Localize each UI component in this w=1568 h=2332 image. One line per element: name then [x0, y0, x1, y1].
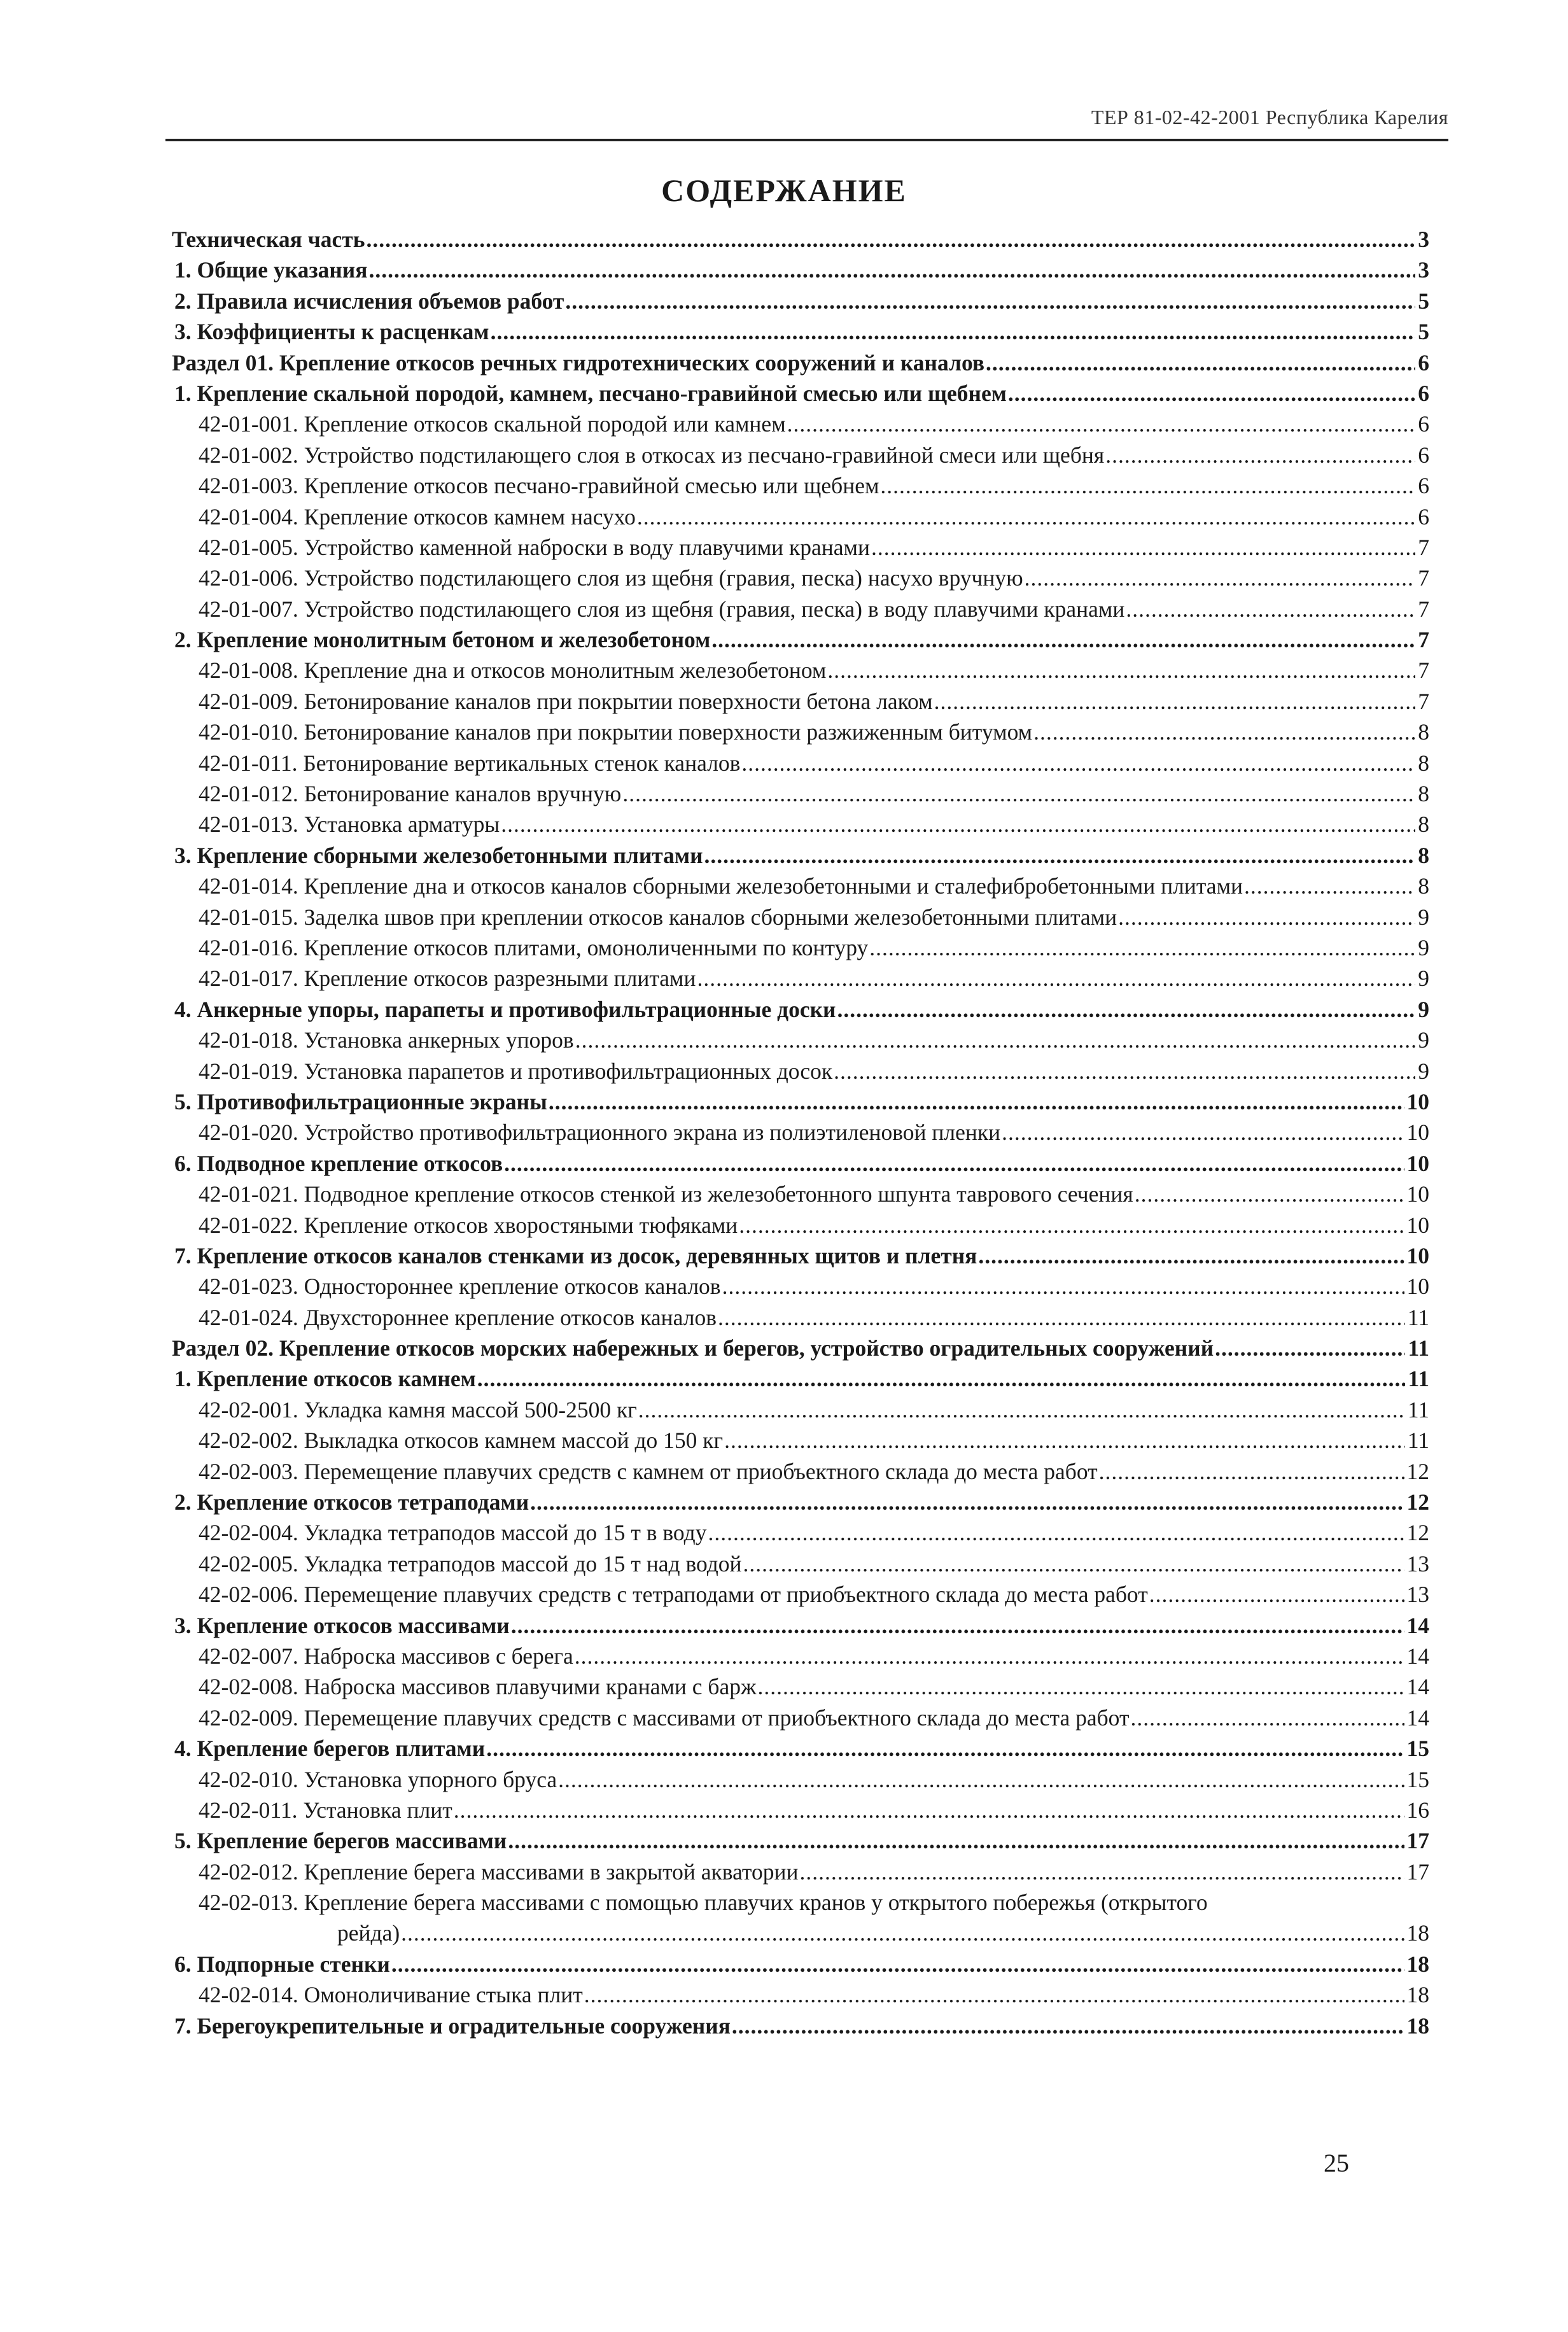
toc-heading — [172, 1733, 1429, 1764]
toc-dot-leader — [1099, 1456, 1404, 1487]
toc-entry-title: 4. Анкерные упоры, парапеты и противофильтрационные доски — [174, 996, 836, 1022]
toc-entry-title: 42-01-017. Крепление откосов разрезными плитами — [199, 966, 696, 992]
toc-entry-title: Техническая часть — [172, 227, 365, 252]
toc-page-number: 7 — [1418, 596, 1429, 622]
toc-heading — [172, 224, 1429, 255]
toc-dot-leader — [934, 686, 1416, 717]
toc-entry-title: Раздел 01. Крепление откосов речных гидротехнических сооружений и каналов — [172, 349, 985, 376]
toc-dot-leader — [508, 1825, 1404, 1856]
toc-dot-leader — [558, 1764, 1404, 1795]
toc-entry-title: 3. Крепление сборными железобетонными плитами — [174, 842, 703, 868]
toc-entry-title: 42-01-013. Установка арматуры — [199, 811, 500, 838]
toc-dot-leader — [1149, 1579, 1404, 1610]
toc-entry — [172, 655, 1429, 685]
toc-entry — [172, 871, 1429, 901]
toc-page-number: 9 — [1418, 966, 1429, 992]
toc-entry — [172, 1549, 1429, 1579]
toc-page-number: 10 — [1406, 1088, 1429, 1114]
toc-heading — [172, 1240, 1429, 1271]
toc-dot-leader — [1033, 717, 1415, 747]
toc-dot-leader — [575, 1025, 1416, 1055]
toc-page-number: 8 — [1418, 750, 1429, 776]
toc-entry-title: 42-02-011. Установка плит — [199, 1797, 452, 1823]
toc-dot-leader — [477, 1363, 1406, 1394]
toc-page-number: 8 — [1418, 842, 1429, 868]
toc-page-number: 18 — [1406, 1951, 1429, 1977]
toc-entry-title: 1. Крепление скальной породой, камнем, песчано-гравийной смесью или щебнем — [174, 380, 1007, 406]
toc-page-number: 9 — [1418, 934, 1429, 960]
page-title: СОДЕРЖАНИЕ — [661, 172, 907, 208]
toc-entry — [172, 1056, 1429, 1086]
toc-entry — [172, 1887, 1429, 1918]
toc-dot-leader — [1002, 1117, 1404, 1148]
toc-entry-title: 42-01-022. Крепление откосов хворостяными тюфяками — [199, 1212, 738, 1238]
toc-dot-leader — [704, 840, 1416, 871]
toc-entry-title: 42-02-013. Крепление берега массивами с помощью плавучих кранов у открытого побережья (открытого — [199, 1890, 1208, 1916]
toc-page-number: 11 — [1407, 1396, 1429, 1422]
toc-entry-title: 42-02-006. Перемещение плавучих средств с тетраподами от приобъектного склада до места работ — [199, 1582, 1148, 1608]
toc-dot-leader — [1008, 378, 1415, 409]
toc-page-number: 8 — [1418, 781, 1429, 807]
toc-entry-title: 42-01-006. Устройство подстилающего слоя из щебня (гравия, песка) насухо вручную — [199, 565, 1023, 591]
toc-entry-title: 42-02-007. Наброска массивов с берега — [199, 1643, 573, 1669]
toc-page-number: 13 — [1406, 1582, 1429, 1608]
toc-dot-leader — [1126, 594, 1415, 624]
toc-dot-leader — [718, 1302, 1405, 1333]
toc-heading — [172, 316, 1429, 347]
toc-entry — [172, 1117, 1429, 1148]
toc-entry-title: 7. Крепление откосов каналов стенками из досок, деревянных щитов и плетня — [174, 1242, 977, 1268]
toc-page-number: 7 — [1418, 657, 1429, 684]
toc-heading — [172, 348, 1429, 378]
toc-entry — [172, 809, 1429, 839]
toc-dot-leader — [501, 809, 1415, 839]
toc-page-number: 5 — [1418, 288, 1429, 314]
toc-entry-title: 6. Подпорные стенки — [174, 1951, 390, 1977]
toc-entry-title: 6. Подводное крепление откосов — [174, 1150, 503, 1176]
toc-entry — [172, 1456, 1429, 1487]
toc-entry-continuation — [172, 1918, 1429, 1948]
toc-entry-title: 42-02-002. Выкладка откосов камнем массой до 150 кг — [199, 1428, 724, 1454]
toc-entry — [172, 1517, 1429, 1548]
toc-entry — [172, 1425, 1429, 1456]
toc-entry-title: 4. Крепление берегов плитами — [174, 1736, 486, 1762]
toc-dot-leader — [1118, 902, 1415, 932]
toc-entry — [172, 1979, 1429, 2010]
toc-dot-leader — [837, 994, 1415, 1025]
toc-heading — [172, 624, 1429, 655]
toc-entry-title: Раздел 02. Крепление откосов морских набережных и берегов, устройство оградительных сооружений — [172, 1335, 1214, 1361]
toc-page-number: 11 — [1408, 1335, 1429, 1361]
toc-entry — [172, 1857, 1429, 1887]
toc-entry-title: 42-02-012. Крепление берега массивами в закрытой акватории — [199, 1858, 799, 1885]
toc-entry-title: 42-01-010. Бетонирование каналов при покрытии поверхности разжиженным битумом — [199, 719, 1033, 745]
toc-dot-leader — [368, 255, 1415, 285]
toc-entry — [172, 1271, 1429, 1302]
toc-dot-leader — [739, 1210, 1404, 1240]
toc-dot-leader — [799, 1857, 1404, 1887]
toc-entry-title: 42-01-021. Подводное крепление откосов стенкой из железобетонного шпунта таврового сечения — [199, 1181, 1133, 1207]
toc-entry-title: 42-02-003. Перемещение плавучих средств с камнем от приобъектного склада до места работ — [199, 1458, 1098, 1484]
toc-entry-title: 42-02-010. Установка упорного бруса — [199, 1766, 557, 1792]
toc-entry-title: 42-02-001. Укладка камня массой 500-2500 кг — [199, 1396, 637, 1422]
toc-entry-title: 1. Крепление откосов камнем — [174, 1366, 476, 1392]
toc-entry — [172, 1394, 1429, 1425]
toc-page-number: 11 — [1408, 1366, 1429, 1392]
toc-dot-leader — [732, 2011, 1404, 2041]
toc-entry — [172, 932, 1429, 963]
toc-entry — [172, 594, 1429, 624]
toc-entry — [172, 902, 1429, 932]
toc-dot-leader — [511, 1610, 1404, 1641]
toc-entry-title: 42-01-009. Бетонирование каналов при покрытии поверхности бетона лаком — [199, 688, 933, 714]
toc-entry-title: 2. Крепление откосов тетраподами — [174, 1489, 529, 1515]
toc-heading — [172, 1086, 1429, 1117]
toc-entry — [172, 470, 1429, 501]
toc-entry-title: 42-01-012. Бетонирование каналов вручную — [199, 781, 622, 807]
toc-page-number: 3 — [1418, 227, 1429, 252]
toc-entry — [172, 1703, 1429, 1733]
toc-heading — [172, 378, 1429, 409]
toc-entry — [172, 748, 1429, 778]
toc-page-number: 16 — [1406, 1797, 1429, 1823]
toc-dot-leader — [724, 1425, 1405, 1456]
toc-dot-leader — [1135, 1179, 1404, 1209]
toc-entry — [172, 1025, 1429, 1055]
toc-dot-leader — [486, 1733, 1404, 1764]
toc-entry-title: 42-01-004. Крепление откосов камнем насухо — [199, 503, 636, 530]
toc-dot-leader — [697, 963, 1416, 994]
document-code: ТЕР 81-02-42-2001 Республика Карелия — [1091, 106, 1448, 129]
toc-page-number: 10 — [1406, 1120, 1429, 1146]
toc-dot-leader — [787, 409, 1416, 439]
toc-heading — [172, 255, 1429, 285]
toc-page-number: 18 — [1406, 1920, 1429, 1946]
toc-page-number: 10 — [1406, 1181, 1429, 1207]
toc-page-number: 14 — [1406, 1643, 1429, 1669]
toc-page-number: 10 — [1406, 1274, 1429, 1300]
toc-page-number: 9 — [1418, 996, 1429, 1022]
toc-dot-leader — [1215, 1333, 1405, 1363]
toc-page-number: 15 — [1406, 1736, 1429, 1762]
toc-page-number: 9 — [1418, 1058, 1429, 1084]
toc-entry-title-continued: рейда) — [337, 1920, 400, 1946]
toc-entry-title: 42-02-008. Наброска массивов плавучими кранами с барж — [199, 1674, 757, 1700]
toc-page-number: 6 — [1418, 503, 1429, 530]
toc-entry-title: 42-02-005. Укладка тетраподов массой до 15 т над водой — [199, 1550, 742, 1577]
toc-entry-title: 42-01-020. Устройство противофильтрационного экрана из полиэтиленовой пленки — [199, 1120, 1001, 1146]
toc-page-number: 11 — [1407, 1304, 1429, 1330]
toc-page-number: 12 — [1406, 1489, 1429, 1515]
toc-dot-leader — [711, 624, 1415, 655]
toc-page-number: 5 — [1418, 319, 1429, 345]
toc-entry — [172, 502, 1429, 532]
toc-entry-title: 42-01-014. Крепление дна и откосов каналов сборными железобетонными и сталефибробетонными плитами — [199, 873, 1243, 899]
toc-dot-leader — [978, 1240, 1404, 1271]
toc-page-number: 14 — [1406, 1612, 1429, 1638]
page-number: 25 — [1324, 2149, 1349, 2177]
toc-entry-title: 42-01-023. Одностороннее крепление откосов каналов — [199, 1274, 721, 1300]
toc-page-number: 17 — [1406, 1858, 1429, 1885]
toc-entry-title: 42-01-001. Крепление откосов скальной породой или камнем — [199, 411, 786, 437]
toc-dot-leader — [530, 1487, 1404, 1517]
toc-dot-leader — [758, 1671, 1404, 1702]
toc-entry-title: 7. Берегоукрепительные и оградительные сооружения — [174, 2012, 731, 2039]
toc-dot-leader — [391, 1949, 1404, 1979]
toc-entry-title: 1. Общие указания — [174, 257, 368, 283]
toc-entry — [172, 1179, 1429, 1209]
toc-entry-title: 5. Противофильтрационные экраны — [174, 1088, 547, 1114]
toc-entry-title: 42-01-018. Установка анкерных упоров — [199, 1027, 574, 1053]
toc-dot-leader — [708, 1517, 1404, 1548]
toc-entry-title: 42-01-003. Крепление откосов песчано-гравийной смесью или щебнем — [199, 473, 879, 499]
toc-entry-title: 42-01-005. Устройство каменной наброски в воду плавучими кранами — [199, 534, 871, 560]
toc-dot-leader — [638, 1394, 1405, 1425]
toc-page-number: 8 — [1418, 811, 1429, 838]
toc-entry — [172, 778, 1429, 809]
toc-heading — [172, 840, 1429, 871]
toc-entry-title: 42-01-011. Бетонирование вертикальных стенок каналов — [199, 750, 741, 776]
toc-page-number: 10 — [1406, 1212, 1429, 1238]
toc-entry-title: 42-02-009. Перемещение плавучих средств с массивами от приобъектного склада до места работ — [199, 1704, 1130, 1731]
toc-entry-title: 2. Правила исчисления объемов работ — [174, 288, 564, 314]
toc-entry — [172, 1579, 1429, 1610]
toc-dot-leader — [401, 1918, 1405, 1948]
toc-page-number: 9 — [1418, 904, 1429, 930]
toc-entry — [172, 1671, 1429, 1702]
toc-dot-leader — [869, 932, 1415, 963]
toc-heading — [172, 1363, 1429, 1394]
toc-entry-title: 42-02-014. Омоноличивание стыка плит — [199, 1982, 583, 2008]
toc-dot-leader — [454, 1795, 1404, 1825]
toc-page-number: 13 — [1406, 1550, 1429, 1577]
toc-page-number: 7 — [1418, 565, 1429, 591]
toc-heading — [172, 1825, 1429, 1856]
toc-entry-title: 3. Крепление откосов массивами — [174, 1612, 510, 1638]
toc-page-number: 10 — [1406, 1242, 1429, 1268]
toc-heading — [172, 286, 1429, 316]
toc-entry — [172, 1302, 1429, 1333]
toc-page-number: 14 — [1406, 1704, 1429, 1731]
toc-dot-leader — [549, 1086, 1404, 1117]
toc-entry — [172, 1210, 1429, 1240]
toc-heading — [172, 2011, 1429, 2041]
toc-dot-leader — [1105, 440, 1415, 470]
toc-page-number: 6 — [1418, 442, 1429, 468]
toc-page-number: 6 — [1418, 349, 1429, 376]
toc-dot-leader — [575, 1641, 1404, 1671]
toc-page-number: 8 — [1418, 873, 1429, 899]
toc-entry — [172, 532, 1429, 563]
toc-entry-title: 42-01-024. Двухстороннее крепление откосов каналов — [199, 1304, 717, 1330]
toc-dot-leader — [637, 502, 1415, 532]
toc-page-number: 7 — [1418, 534, 1429, 560]
toc-page-number: 6 — [1418, 411, 1429, 437]
toc-page-number: 6 — [1418, 380, 1429, 406]
toc-page-number: 12 — [1406, 1458, 1429, 1484]
toc-page-number: 18 — [1406, 2012, 1429, 2039]
toc-entry — [172, 440, 1429, 470]
toc-heading — [172, 994, 1429, 1025]
toc-entry — [172, 409, 1429, 439]
toc-entry-title: 5. Крепление берегов массивами — [174, 1828, 507, 1854]
toc-dot-leader — [622, 778, 1415, 809]
toc-page-number: 7 — [1418, 627, 1429, 653]
toc-dot-leader — [986, 348, 1415, 378]
toc-entry — [172, 563, 1429, 593]
toc-dot-leader — [741, 748, 1415, 778]
table-of-contents — [172, 224, 1429, 2041]
toc-heading — [172, 1148, 1429, 1179]
toc-entry — [172, 1764, 1429, 1795]
toc-dot-leader — [871, 532, 1415, 563]
toc-page-number: 15 — [1406, 1766, 1429, 1792]
toc-entry — [172, 717, 1429, 747]
toc-page-number: 7 — [1418, 688, 1429, 714]
toc-heading — [172, 1610, 1429, 1641]
toc-dot-leader — [1025, 563, 1416, 593]
toc-page-number: 3 — [1418, 257, 1429, 283]
toc-entry-title: 42-01-016. Крепление откосов плитами, омоноличенными по контуру — [199, 934, 869, 960]
toc-dot-leader — [743, 1549, 1404, 1579]
toc-heading — [172, 1949, 1429, 1979]
toc-dot-leader — [1130, 1703, 1404, 1733]
toc-dot-leader — [834, 1056, 1415, 1086]
toc-page-number: 18 — [1406, 1982, 1429, 2008]
toc-entry-title: 42-01-007. Устройство подстилающего слоя из щебня (гравия, песка) в воду плавучими кранами — [199, 596, 1125, 622]
toc-entry-title: 42-01-002. Устройство подстилающего слоя в откосах из песчано-гравийной смеси или щебня — [199, 442, 1105, 468]
toc-entry-title: 42-01-019. Установка парапетов и противофильтрационных досок — [199, 1058, 833, 1084]
toc-page-number: 9 — [1418, 1027, 1429, 1053]
toc-entry — [172, 1795, 1429, 1825]
toc-entry — [172, 963, 1429, 994]
toc-page-number: 10 — [1406, 1150, 1429, 1176]
toc-entry-title: 42-02-004. Укладка тетраподов массой до 15 т в воду — [199, 1520, 707, 1546]
toc-page-number: 17 — [1406, 1828, 1429, 1854]
toc-page-number: 12 — [1406, 1520, 1429, 1546]
toc-entry-title: 42-01-015. Заделка швов при креплении откосов каналов сборными железобетонными плитами — [199, 904, 1117, 930]
toc-dot-leader — [827, 655, 1415, 685]
toc-dot-leader — [880, 470, 1415, 501]
toc-entry — [172, 1641, 1429, 1671]
toc-entry-title: 2. Крепление монолитным бетоном и железобетоном — [174, 627, 711, 653]
toc-dot-leader — [584, 1979, 1404, 2010]
toc-dot-leader — [565, 286, 1415, 316]
toc-dot-leader — [491, 316, 1416, 347]
toc-page-number: 8 — [1418, 719, 1429, 745]
toc-dot-leader — [1244, 871, 1415, 901]
toc-heading — [172, 1333, 1429, 1363]
toc-dot-leader — [504, 1148, 1404, 1179]
toc-page-number: 11 — [1407, 1428, 1429, 1454]
toc-page-number: 14 — [1406, 1674, 1429, 1700]
page-header — [165, 101, 1448, 141]
toc-page-number: 6 — [1418, 473, 1429, 499]
toc-entry-title: 42-01-008. Крепление дна и откосов монолитным железобетоном — [199, 657, 827, 684]
toc-dot-leader — [366, 224, 1415, 255]
toc-entry — [172, 686, 1429, 717]
toc-dot-leader — [722, 1271, 1404, 1302]
toc-heading — [172, 1487, 1429, 1517]
toc-entry-title: 3. Коэффициенты к расценкам — [174, 319, 489, 345]
